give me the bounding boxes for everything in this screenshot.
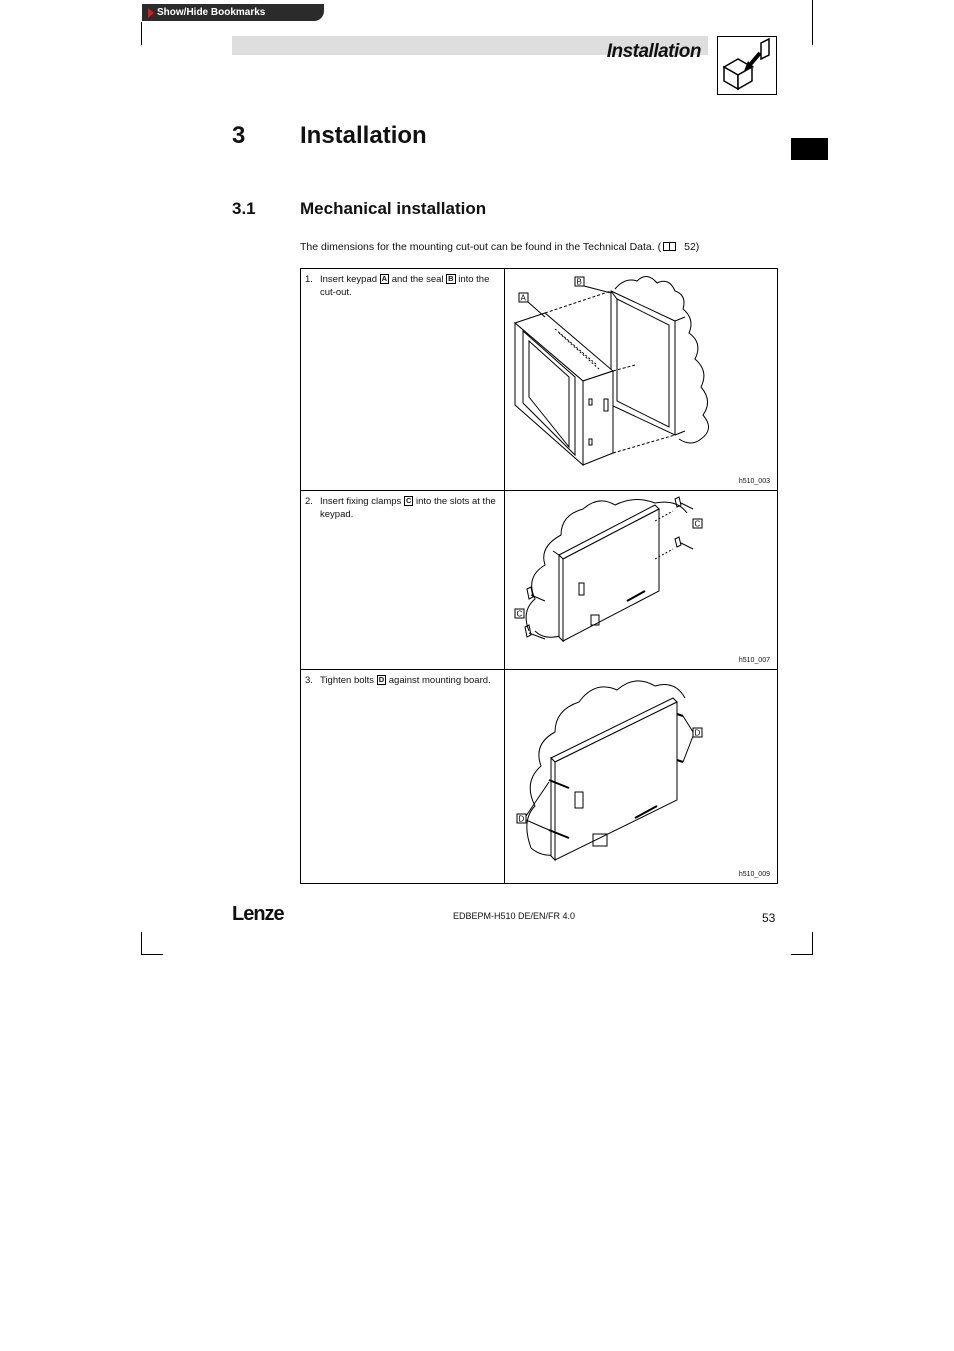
- key-label: D: [378, 675, 385, 684]
- step-instruction: Insert keypad A and the seal B into the cut-out.: [320, 274, 490, 298]
- step-1-text: [301, 269, 504, 299]
- lenze-logo: Lenze: [232, 903, 284, 925]
- step-instruction: Tighten bolts D against mounting board.: [320, 675, 491, 686]
- key-label: B: [448, 274, 454, 283]
- figure-label: B: [576, 277, 582, 287]
- section-title: Mechanical installation: [300, 199, 487, 218]
- chapter-title: Installation: [300, 122, 427, 149]
- crop-mark: [141, 954, 163, 955]
- intro-paragraph: [300, 241, 699, 253]
- figure-id: h510_009: [738, 871, 770, 878]
- keypad-seal-illustration: [505, 269, 777, 485]
- step-3-text: [301, 670, 504, 687]
- table-row: [301, 670, 778, 884]
- chapter-marker: [791, 138, 828, 160]
- chapter-number: 3: [232, 122, 246, 149]
- crop-mark: [141, 22, 142, 45]
- step-instruction: Insert fixing clamps C into the slots at the keypad.: [320, 496, 496, 520]
- figure-label: C: [694, 519, 701, 529]
- figure-id: h510_007: [738, 657, 770, 664]
- intro-ref-page: 52): [684, 241, 700, 253]
- bookmark-tab-label: Show/Hide Bookmarks: [157, 7, 266, 18]
- key-label: A: [381, 274, 388, 283]
- installation-box-icon: [717, 36, 777, 95]
- intro-text: The dimensions for the mounting cut-out can be found in the Technical Data.: [300, 241, 655, 253]
- figure-label: C: [516, 609, 523, 619]
- figure-label: D: [694, 728, 701, 738]
- step-1-text-cell: [301, 269, 505, 491]
- intro-ref-open: (: [657, 241, 662, 253]
- crop-mark: [812, 932, 813, 954]
- page-number: 53: [762, 911, 776, 925]
- document-id: EDBEPM-H510 DE/EN/FR 4.0: [453, 911, 576, 921]
- tighten-bolts-illustration: [505, 670, 777, 878]
- figure-label: A: [520, 293, 526, 303]
- key-label: C: [405, 496, 412, 505]
- book-icon: [663, 242, 676, 251]
- table-row: [301, 269, 778, 491]
- step-3-text-cell: [301, 670, 505, 884]
- show-hide-bookmarks-button[interactable]: [142, 4, 324, 21]
- step-number: 1.: [305, 274, 313, 285]
- table-row: [301, 491, 778, 670]
- fixing-clamps-illustration: [505, 491, 777, 664]
- step-1-figure-cell: [505, 269, 778, 491]
- figure-id: h510_003: [738, 478, 770, 485]
- step-2-figure-cell: [505, 491, 778, 670]
- crop-mark: [812, 0, 813, 45]
- crop-mark: [791, 954, 813, 955]
- section-number: 3.1: [232, 199, 256, 218]
- play-arrow-icon: [148, 8, 154, 18]
- installation-steps-table: [300, 268, 778, 884]
- step-number: 2.: [305, 496, 313, 507]
- crop-mark: [141, 932, 142, 954]
- step-2-text: [301, 491, 504, 521]
- figure-label: D: [518, 814, 525, 824]
- step-2-text-cell: [301, 491, 505, 670]
- step-3-figure-cell: [505, 670, 778, 884]
- step-number: 3.: [305, 675, 313, 686]
- header-title: Installation: [606, 41, 701, 62]
